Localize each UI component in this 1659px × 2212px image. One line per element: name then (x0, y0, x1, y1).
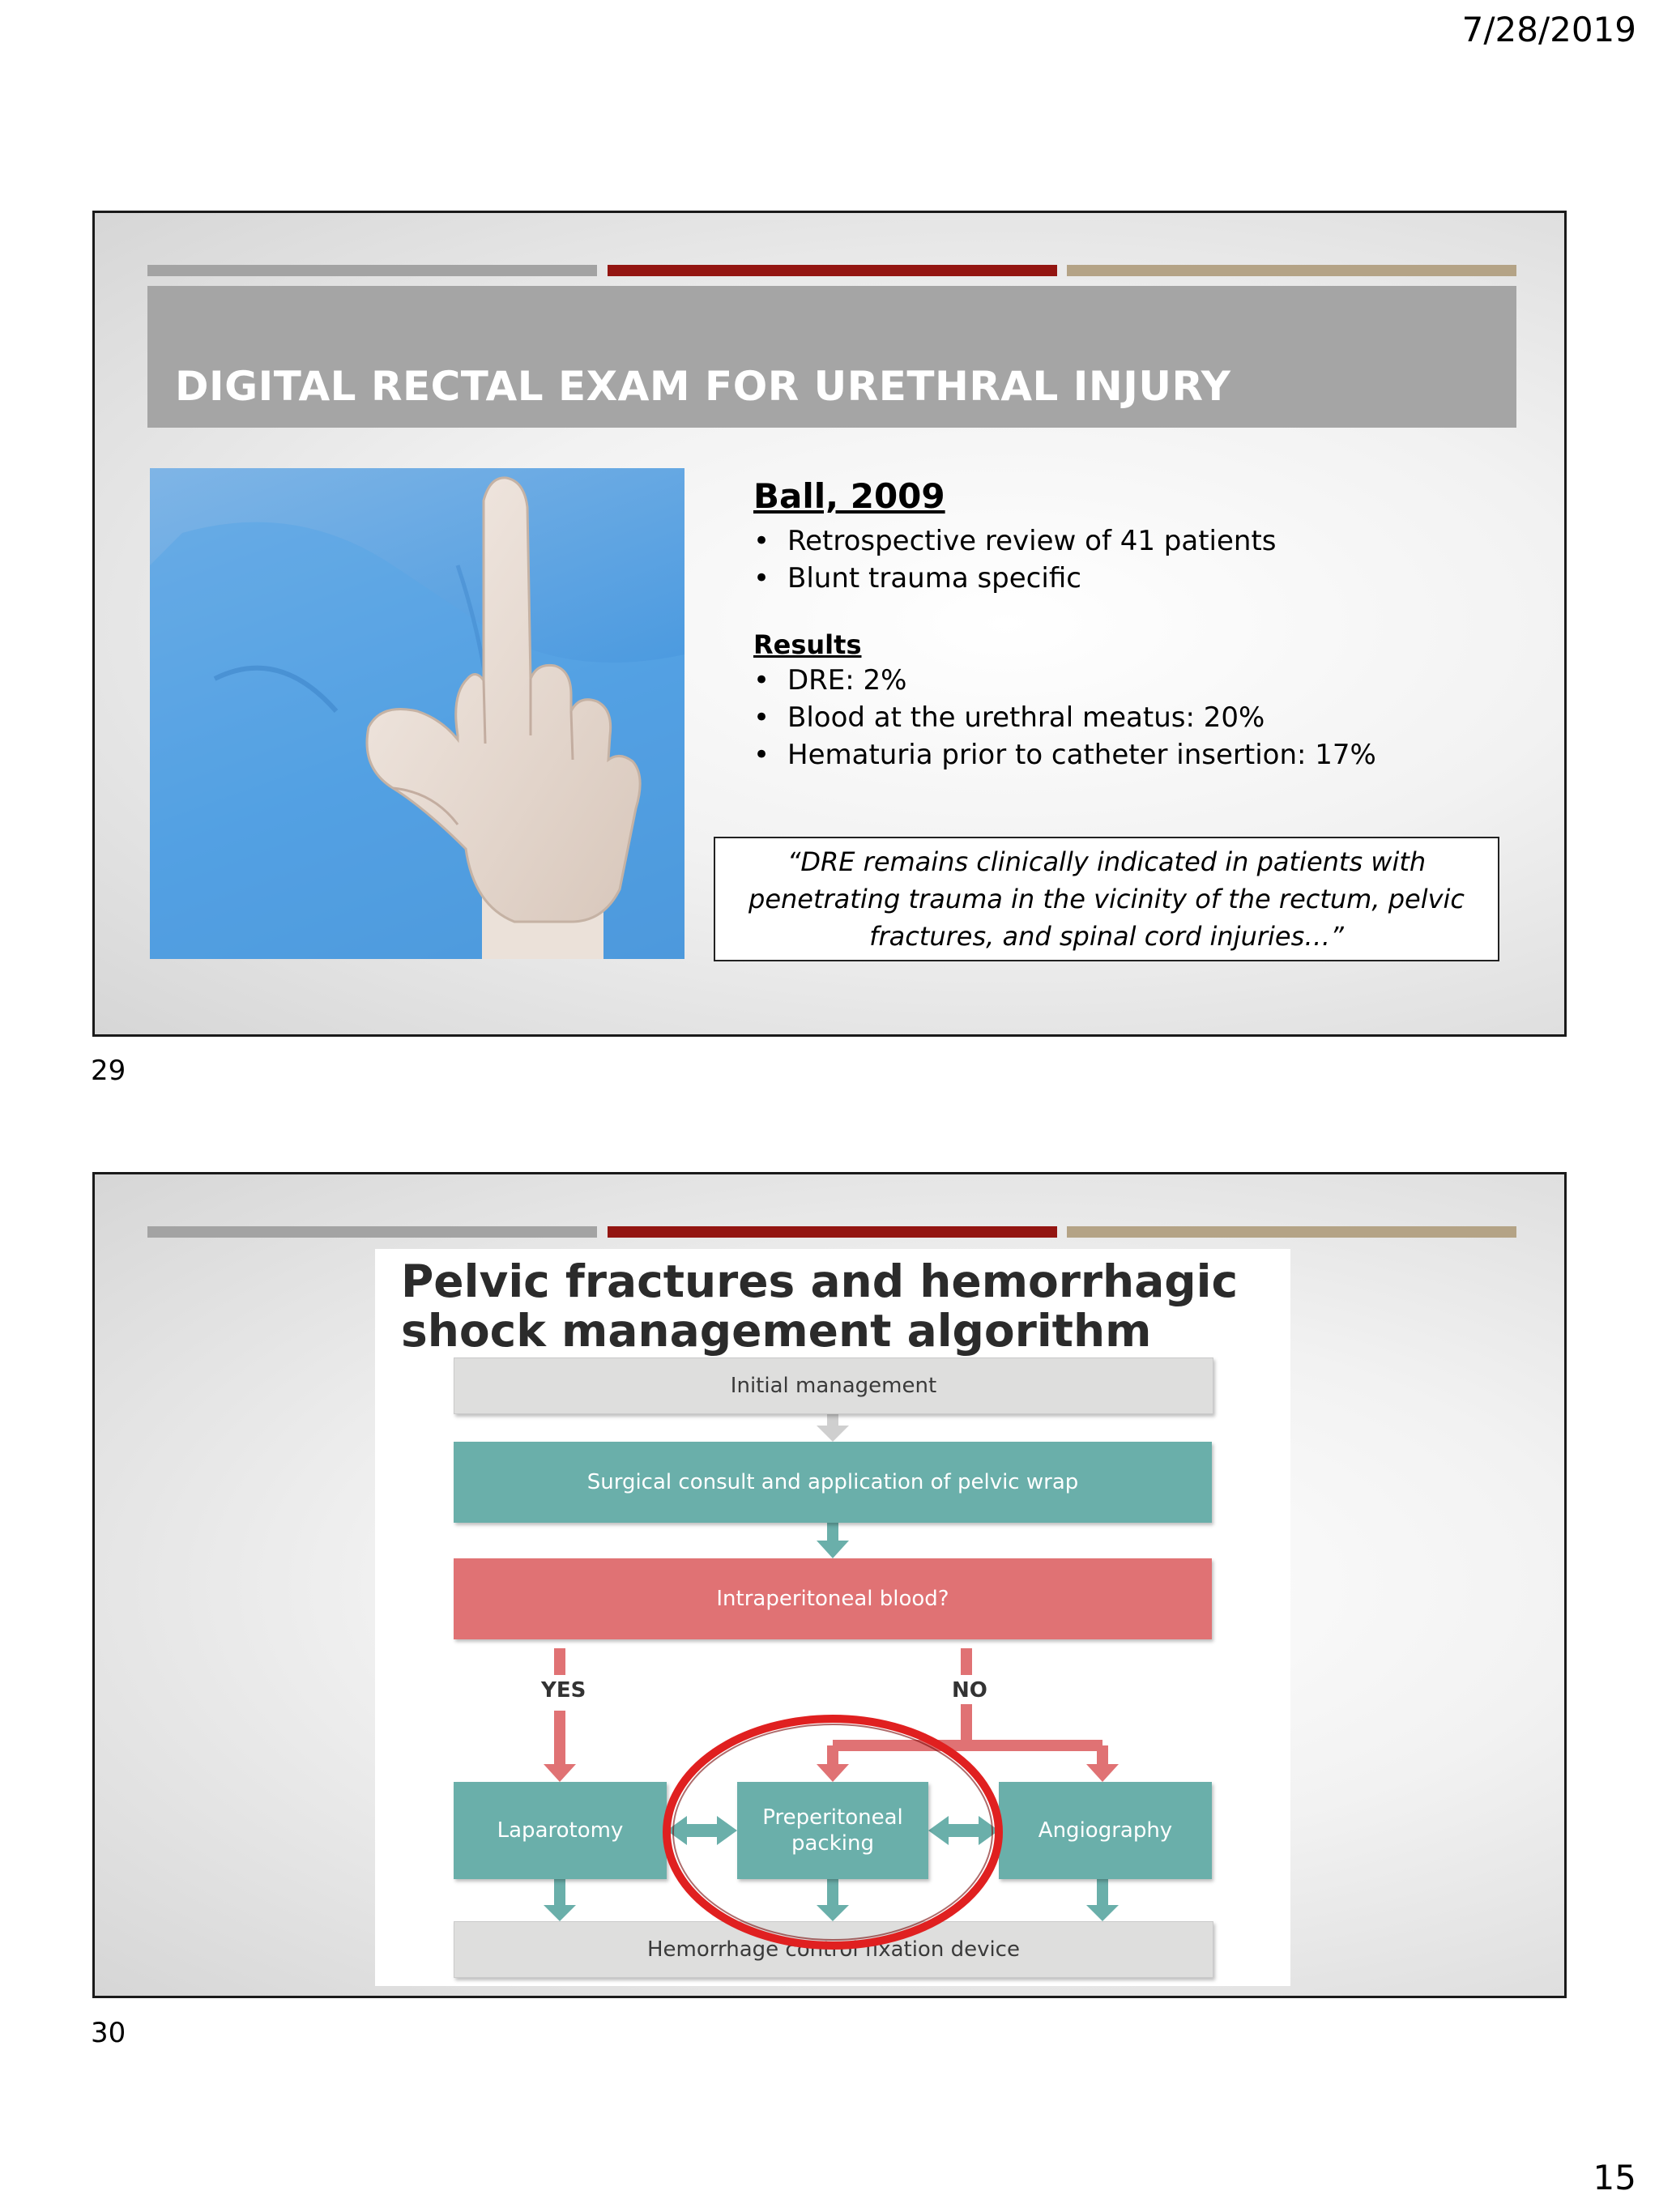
list-item: • DRE: 2% (753, 662, 1482, 699)
angiography-box: Angiography (999, 1782, 1212, 1879)
gloved-finger-illustration (150, 468, 684, 959)
highlight-circle-layer (375, 1249, 1290, 1986)
study-heading: Ball, 2009 (753, 476, 945, 516)
list-item: • Blood at the urethral meatus: 20% (753, 699, 1482, 736)
algorithm-title-line1: Pelvic fractures and hemorrhagic (401, 1255, 1239, 1307)
algorithm-diagram (375, 1249, 1290, 1986)
results-list (753, 662, 1482, 774)
results-heading: Results (753, 629, 862, 660)
list-item: • Retrospective review of 41 patients (753, 522, 1482, 560)
algorithm-title-line2: shock management algorithm (401, 1305, 1152, 1357)
initial-management-box: Initial management (454, 1357, 1213, 1414)
page-number: 15 (1593, 2158, 1636, 2197)
title-band (147, 286, 1516, 428)
hemorrhage-fixation-box: Hemorrhage control fixation device (454, 1921, 1213, 1978)
slide-29 (92, 211, 1567, 1037)
list-item: • Blunt trauma specific (753, 560, 1482, 597)
intraperitoneal-blood-box: Intraperitoneal blood? (454, 1558, 1212, 1639)
study-content (753, 476, 1482, 774)
accent-bar-red (608, 265, 1057, 276)
accent-bar-grey (147, 1226, 597, 1238)
study-points-list (753, 522, 1482, 597)
list-item: • Hematuria prior to catheter insertion: 17% (753, 736, 1482, 774)
no-label: NO (952, 1678, 987, 1703)
page-date: 7/28/2019 (1461, 10, 1636, 49)
highlight-circle (667, 1719, 999, 1946)
slide-number-30: 30 (91, 2017, 126, 2049)
accent-bar-red (608, 1226, 1057, 1238)
gloved-finger-photo (150, 468, 684, 959)
slide-30 (92, 1172, 1567, 1998)
accent-bar-grey (147, 265, 597, 276)
quote-box: “DRE remains clinically indicated in patients with penetrating trauma in the vicinity of the rectum, pelvic fractures, and spinal cord injuries…” (714, 837, 1499, 961)
accent-bar-tan (1067, 1226, 1516, 1238)
accent-bar-tan (1067, 265, 1516, 276)
slide-number-29: 29 (91, 1055, 126, 1087)
yes-label: YES (541, 1678, 586, 1703)
surgical-consult-box: Surgical consult and application of pelvic wrap (454, 1442, 1212, 1523)
slide-title: DIGITAL RECTAL EXAM FOR URETHRAL INJURY (175, 363, 1231, 410)
laparotomy-box: Laparotomy (454, 1782, 667, 1879)
preperitoneal-packing-box: Preperitoneal packing (737, 1782, 928, 1879)
